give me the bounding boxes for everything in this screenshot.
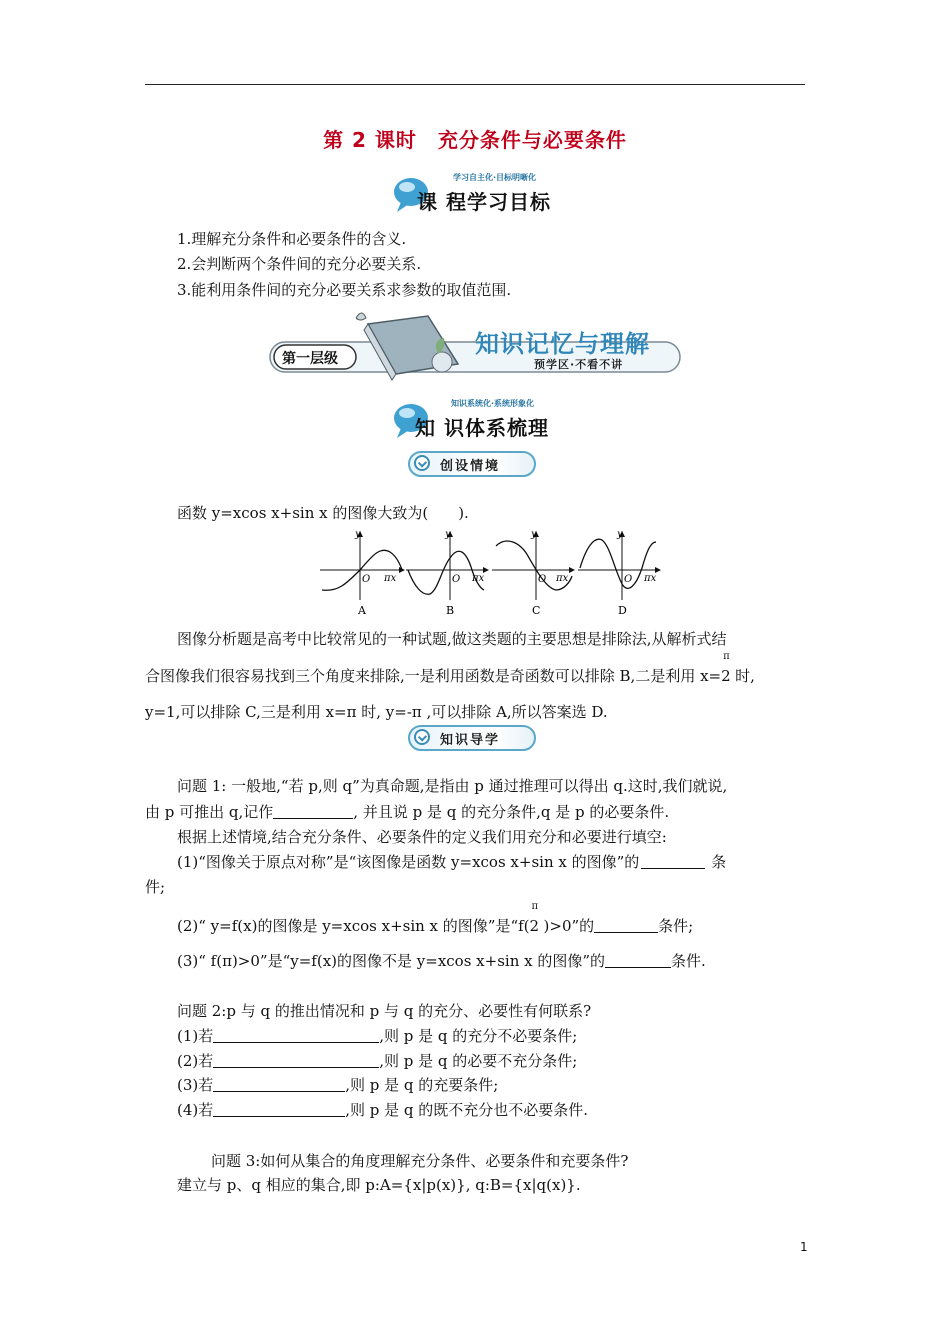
graph-c — [492, 532, 574, 600]
level-banner — [268, 304, 688, 384]
origin-label: O — [362, 574, 371, 585]
pi-x-label: πx — [556, 573, 569, 584]
objective-2: 2.会判断两个条件间的充分必要关系. — [177, 255, 422, 273]
top-rule — [145, 84, 805, 85]
q2-item-pre: (2)若 — [177, 1052, 214, 1070]
fraction-numerator: π — [723, 651, 730, 662]
section-create-pill — [408, 451, 536, 477]
graph-label: C — [532, 604, 541, 617]
q1-line-2-text: 由 p 可推出 q,记作 — [145, 803, 274, 821]
q2-item-1 — [177, 1025, 577, 1046]
fill-blank[interactable] — [213, 1102, 345, 1117]
graph-label: D — [618, 604, 627, 617]
q1-line-3: 根据上述情境,结合充分条件、必要条件的定义我们用充分和必要进行填空: — [177, 828, 667, 846]
graph-d — [578, 532, 660, 600]
q1-line-1: 问题 1: 一般地,“若 p,则 q”为真命题,是指由 p 通过推理可以得出 q.这时,我们就说, — [177, 777, 728, 795]
section-guide-pill — [408, 725, 536, 751]
pi-over-2 — [529, 901, 544, 935]
level-label: 第一层级 — [282, 351, 338, 367]
graph-label: B — [446, 604, 455, 617]
analysis-line-3: y=1,可以排除 C,三是利用 x=π 时, y=-π ,可以排除 A,所以答案选 D. — [145, 703, 608, 721]
fraction-denominator: 2 — [529, 917, 540, 935]
banner-small-text: 知识系统化·系统形象化 — [451, 399, 535, 408]
q1-line-2 — [145, 801, 669, 822]
q1-line-2-end: , 并且说 p 是 q 的充分条件,q 是 p 的必要条件. — [353, 803, 670, 821]
fill-blank[interactable] — [641, 854, 705, 869]
banner-main-text: 知 识体系梳理 — [415, 416, 549, 440]
check-circle-icon — [414, 729, 430, 745]
fraction-numerator: π — [531, 901, 539, 912]
origin-label: O — [624, 574, 633, 585]
q2-item-post: ,则 p 是 q 的既不充分也不必要条件. — [345, 1101, 589, 1119]
q2-title: 问题 2:p 与 q 的推出情况和 p 与 q 的充分、必要性有何联系? — [177, 1002, 592, 1020]
q1-item-3 — [177, 950, 706, 971]
pi-x-label: πx — [384, 573, 397, 584]
q2-item-3 — [177, 1074, 498, 1095]
knowledge-banner — [393, 398, 563, 440]
axis-y-label: y — [531, 529, 537, 540]
axis-y-label: y — [355, 529, 361, 540]
check-circle-icon — [414, 455, 430, 471]
fill-blank[interactable] — [213, 1053, 379, 1068]
page-title: 第 2 课时 充分条件与必要条件 — [323, 128, 627, 152]
q1-item-1-text: (1)“图像关于原点对称”是“该图像是函数 y=xcos x+sin x 的图像”的 — [177, 853, 640, 871]
q1-item-3-text: (3)“ f(π)>0”是“y=f(x)的图像不是 y=xcos x+sin x 的图像”的 — [177, 952, 606, 970]
q1-item-3-end: 条件. — [671, 952, 706, 970]
objective-1: 1.理解充分条件和必要条件的含义. — [177, 230, 407, 248]
objective-3: 3.能利用条件间的充分必要关系求参数的取值范围. — [177, 281, 512, 299]
section-guide-label: 知识导学 — [440, 733, 501, 748]
origin-label: O — [452, 574, 461, 585]
graph-a — [320, 532, 404, 600]
pi-x-label: πx — [472, 573, 485, 584]
q1-item-2-text: (2)“ y=f(x)的图像是 y=xcos x+sin x 的图像”是“f( — [177, 917, 530, 935]
graph-label: A — [358, 604, 366, 617]
axis-y-label: y — [445, 529, 451, 540]
fill-blank[interactable] — [213, 1077, 345, 1092]
q2-item-4 — [177, 1099, 588, 1120]
q1-item-2-end: 条件; — [658, 917, 694, 935]
q1-item-1 — [177, 851, 726, 872]
section-create-label: 创设情境 — [440, 459, 501, 474]
level-sub-text: 预学区·不看不讲 — [534, 358, 624, 371]
q2-item-post: ,则 p 是 q 的充要条件; — [345, 1076, 499, 1094]
fill-blank[interactable] — [273, 804, 353, 819]
fill-blank[interactable] — [213, 1028, 379, 1043]
pi-x-label: πx — [644, 573, 657, 584]
q2-item-pre: (3)若 — [177, 1076, 214, 1094]
q1-item-2 — [177, 901, 694, 936]
q3-line: 建立与 p、q 相应的集合,即 p:A={x|p(x)}, q:B={x|q(x)}. — [177, 1176, 581, 1194]
analysis-line-1: 图像分析题是高考中比较常见的一种试题,做这类题的主要思想是排除法,从解析式结 — [177, 630, 727, 648]
q2-item-pre: (1)若 — [177, 1027, 214, 1045]
situation-question: 函数 y=xcos x+sin x 的图像大致为( ). — [177, 504, 469, 522]
fill-blank[interactable] — [605, 953, 671, 968]
q2-item-post: ,则 p 是 q 的必要不充分条件; — [379, 1052, 578, 1070]
analysis-line-2 — [145, 651, 755, 686]
banner-small-text: 学习自主化·目标明晰化 — [453, 173, 537, 182]
fraction-denominator: 2 — [721, 667, 731, 685]
q2-item-post: ,则 p 是 q 的充分不必要条件; — [379, 1027, 578, 1045]
q1-item-1-end: 条 — [711, 853, 727, 871]
q2-item-pre: (4)若 — [177, 1101, 214, 1119]
level-main-text: 知识记忆与理解 — [475, 330, 650, 358]
axis-y-label: y — [617, 529, 623, 540]
graph-b — [406, 532, 488, 600]
objectives-banner — [393, 172, 563, 214]
page-number: 1 — [800, 1240, 808, 1254]
origin-label: O — [538, 574, 547, 585]
function-graphs — [316, 528, 666, 620]
analysis-line-2-text: 合图像我们很容易找到三个角度来排除,一是利用函数是奇函数可以排除 B,二是利用 x= — [145, 667, 722, 685]
pi-over-2 — [721, 651, 735, 685]
q3-title: 问题 3:如何从集合的角度理解充分条件、必要条件和充要条件? — [211, 1152, 629, 1170]
banner-main-text: 课 程学习目标 — [417, 190, 551, 214]
q2-item-2 — [177, 1050, 577, 1071]
analysis-line-2-end: 时, — [735, 667, 755, 685]
q1-item-2-mid: )>0”的 — [543, 917, 595, 935]
q1-item-1-cont: 件; — [145, 878, 166, 896]
fill-blank[interactable] — [594, 918, 658, 933]
